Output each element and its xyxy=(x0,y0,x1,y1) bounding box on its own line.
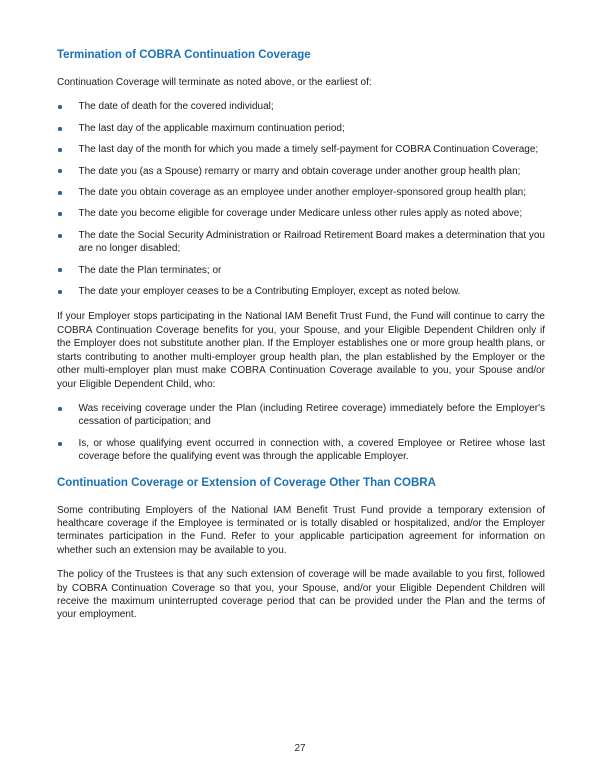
list-item xyxy=(57,437,545,464)
bullet-icon xyxy=(58,290,62,294)
termination-bullet-list xyxy=(57,100,545,298)
list-item-text: Was receiving coverage under the Plan (including Retiree coverage) immediately before the Employer's cessation of participation; and xyxy=(78,402,545,428)
section-heading-extension-other-than-cobra: Continuation Coverage or Extension of Coverage Other Than COBRA xyxy=(57,476,436,489)
bullet-icon xyxy=(58,234,62,238)
list-item xyxy=(57,285,545,298)
list-item-text: The date the Plan terminates; or xyxy=(78,264,222,276)
bullet-icon xyxy=(58,169,62,173)
list-item-text: The date you obtain coverage as an employee under another employer-sponsored group health plan; xyxy=(78,187,527,199)
bullet-icon xyxy=(58,442,62,446)
list-item-text: Is, or whose qualifying event occurred in connection with, a covered Employee or Retiree whose last coverage before the qualifying event was through the applicable Employer. xyxy=(78,437,545,463)
bullet-icon xyxy=(58,191,62,195)
bullet-icon xyxy=(58,268,62,272)
list-item-text: The date the Social Security Administration or Railroad Retirement Board makes a determination that you are no longer disabled; xyxy=(78,229,545,255)
employer-participation-paragraph: If your Employer stops participating in the National IAM Benefit Trust Fund, the Fund will continue to carry the COBRA Continuation Coverage benefits for you, your Spouse, and your Eligible Dependent Children only if the Employer does not substitute another plan. If the Employer establishes one or more group health plans, or starts contributing to another multi-employer group health plan, the plan established by the Employer or the other multi-employer plan must make COBRA Continuation Coverage available to you, your Spouse and/or your Eligible Dependent Child, who: xyxy=(57,311,545,390)
trustees-policy-paragraph: The policy of the Trustees is that any such extension of coverage will be made available to you first, followed by COBRA Continuation Coverage so that you, your Spouse, and/or your Eligible Dependent Children will receive the maximum uninterrupted coverage period that can be provided under the Plan and the terms of your employment. xyxy=(57,569,545,621)
list-item-text: The last day of the month for which you made a timely self-payment for COBRA Continuation Coverage; xyxy=(78,144,539,156)
list-item xyxy=(57,229,545,256)
bullet-icon xyxy=(58,148,62,152)
bullet-icon xyxy=(58,105,62,109)
extension-paragraph: Some contributing Employers of the National IAM Benefit Trust Fund provide a temporary extension of healthcare coverage if the Employee is terminated or is totally disabled or hospitalized, and/or the Employer terminates participation in the Fund. Refer to your applicable participation agreement for information on whether such an extension may be available to you. xyxy=(57,504,545,556)
list-item-text: The date you become eligible for coverage under Medicare unless other rules apply as noted above; xyxy=(78,208,523,220)
list-item xyxy=(57,100,545,113)
list-item xyxy=(57,165,545,178)
bullet-icon xyxy=(58,407,62,411)
list-item xyxy=(57,207,545,220)
list-item-text: The date you (as a Spouse) remarry or marry and obtain coverage under another group health plan; xyxy=(78,165,521,177)
list-item xyxy=(57,122,545,135)
bullet-icon xyxy=(58,212,62,216)
list-item xyxy=(57,143,545,156)
list-item xyxy=(57,264,545,277)
intro-paragraph: Continuation Coverage will terminate as noted above, or the earliest of: xyxy=(57,77,372,88)
section-heading-termination-of-cobra: Termination of COBRA Continuation Coverage xyxy=(57,49,311,61)
list-item xyxy=(57,186,545,199)
list-item-text: The date of death for the covered individual; xyxy=(78,101,274,113)
list-item-text: The last day of the applicable maximum continuation period; xyxy=(78,122,345,134)
list-item-text: The date your employer ceases to be a Contributing Employer, except as noted below. xyxy=(78,286,461,298)
page-number: 27 xyxy=(294,743,306,754)
bullet-icon xyxy=(58,127,62,131)
list-item xyxy=(57,402,545,429)
eligibility-bullet-list xyxy=(57,402,545,464)
